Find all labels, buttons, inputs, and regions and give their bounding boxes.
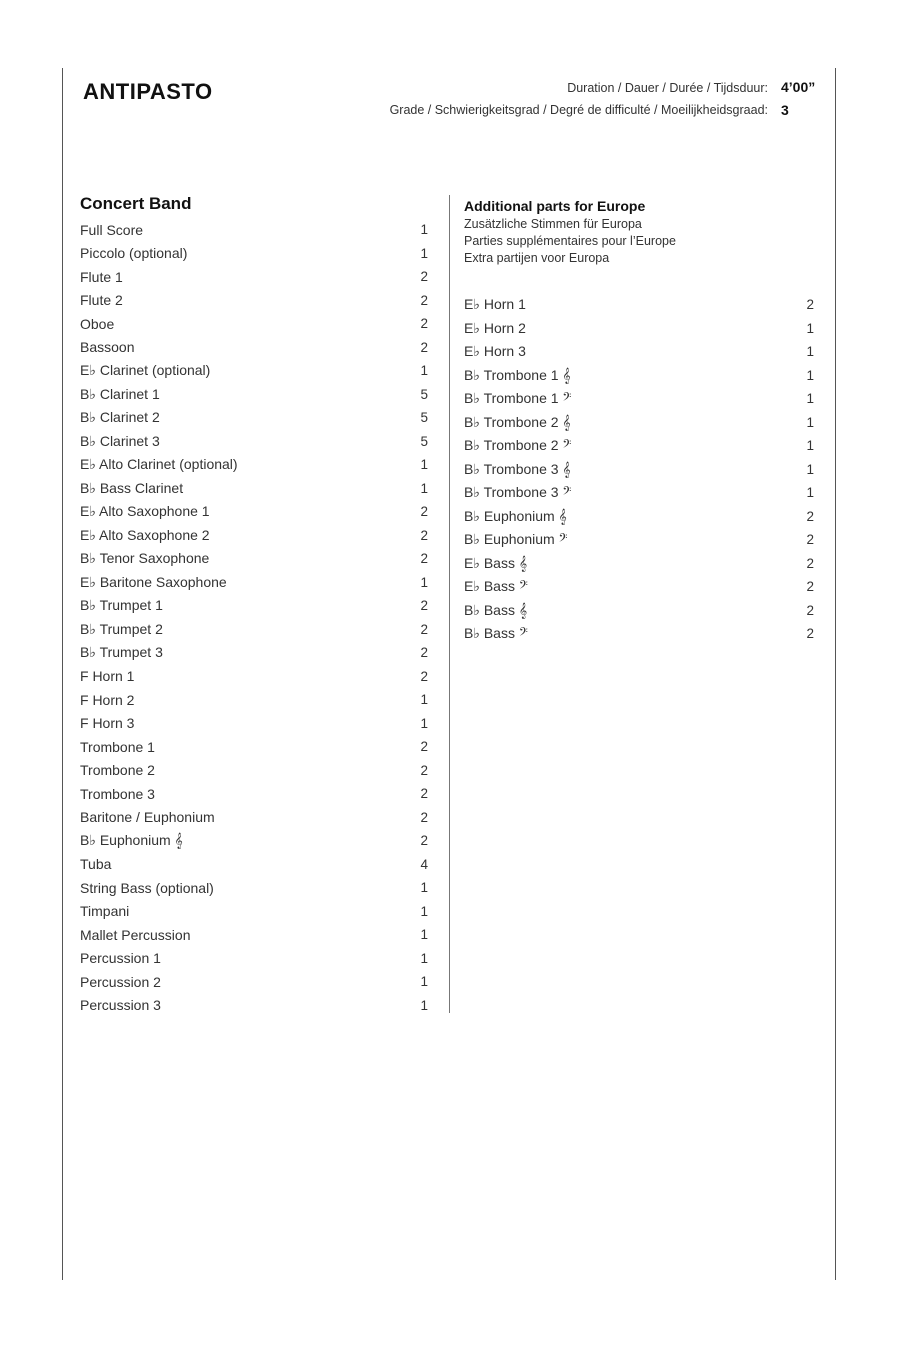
left-border-line xyxy=(62,68,63,1280)
list-item xyxy=(80,312,428,336)
part-name: E♭ Alto Saxophone 1 xyxy=(80,503,210,520)
list-item xyxy=(80,759,428,783)
list-item xyxy=(80,430,428,454)
europe-column xyxy=(464,197,814,646)
list-item xyxy=(80,453,428,477)
part-quantity: 2 xyxy=(420,645,428,661)
part-name: B♭ Euphonium 𝄢 xyxy=(464,531,568,548)
list-item xyxy=(464,575,814,599)
list-item xyxy=(80,524,428,548)
part-quantity: 1 xyxy=(420,715,428,731)
part-name: F Horn 1 xyxy=(80,668,135,685)
part-quantity: 2 xyxy=(420,621,428,637)
list-item xyxy=(80,571,428,595)
list-item xyxy=(80,665,428,689)
part-name: B♭ Trumpet 3 xyxy=(80,644,163,661)
part-name: E♭ Horn 1 xyxy=(464,296,526,313)
part-name: B♭ Euphonium 𝄞 xyxy=(464,507,567,524)
list-item xyxy=(80,594,428,618)
part-name: Mallet Percussion xyxy=(80,926,191,943)
part-quantity: 2 xyxy=(420,316,428,332)
part-name: E♭ Alto Saxophone 2 xyxy=(80,526,210,543)
list-item xyxy=(80,782,428,806)
part-name: Percussion 2 xyxy=(80,973,161,990)
list-item xyxy=(464,481,814,505)
part-quantity: 1 xyxy=(420,974,428,990)
part-quantity: 2 xyxy=(420,786,428,802)
europe-subtitle-fr: Parties supplémentaires pour l’Europe xyxy=(464,234,676,248)
europe-list xyxy=(464,293,814,646)
list-item xyxy=(80,829,428,853)
list-item xyxy=(464,317,814,341)
part-quantity: 2 xyxy=(420,292,428,308)
list-item xyxy=(80,900,428,924)
part-name: B♭ Euphonium 𝄞 xyxy=(80,832,183,849)
part-name: B♭ Trumpet 2 xyxy=(80,620,163,637)
part-quantity: 2 xyxy=(420,551,428,567)
list-item xyxy=(464,293,814,317)
duration-value: 4’00” xyxy=(781,79,816,95)
list-item xyxy=(80,265,428,289)
part-name: Full Score xyxy=(80,221,144,238)
europe-subtitle-de: Zusätzliche Stimmen für Europa xyxy=(464,217,642,231)
list-item xyxy=(80,359,428,383)
part-name: Percussion 1 xyxy=(80,950,161,967)
part-name: String Bass (optional) xyxy=(80,879,214,896)
list-item xyxy=(464,434,814,458)
part-quantity: 2 xyxy=(420,762,428,778)
part-name: F Horn 3 xyxy=(80,715,135,732)
part-quantity: 2 xyxy=(420,833,428,849)
part-quantity: 1 xyxy=(420,997,428,1013)
part-quantity: 5 xyxy=(420,386,428,402)
part-quantity: 1 xyxy=(420,480,428,496)
part-quantity: 1 xyxy=(806,320,814,336)
part-quantity: 2 xyxy=(420,668,428,684)
part-name: B♭ Trombone 2 𝄢 xyxy=(464,437,572,454)
part-quantity: 5 xyxy=(420,410,428,426)
part-quantity: 1 xyxy=(806,485,814,501)
list-item xyxy=(80,876,428,900)
part-quantity: 2 xyxy=(806,626,814,642)
part-name: Flute 1 xyxy=(80,268,123,285)
list-item xyxy=(80,383,428,407)
part-name: E♭ Bass 𝄢 xyxy=(464,578,528,595)
part-name: B♭ Trombone 3 𝄢 xyxy=(464,484,572,501)
list-item xyxy=(464,552,814,576)
concert-band-heading: Concert Band xyxy=(80,194,192,213)
list-item xyxy=(80,712,428,736)
part-name: Bassoon xyxy=(80,339,135,356)
concert-band-list xyxy=(80,218,428,1017)
part-quantity: 4 xyxy=(420,856,428,872)
list-item xyxy=(80,853,428,877)
part-quantity: 1 xyxy=(420,692,428,708)
list-item xyxy=(80,806,428,830)
part-quantity: 1 xyxy=(420,927,428,943)
list-item xyxy=(80,618,428,642)
list-item xyxy=(80,641,428,665)
part-quantity: 5 xyxy=(420,433,428,449)
part-name: Percussion 3 xyxy=(80,997,161,1014)
part-quantity: 2 xyxy=(420,339,428,355)
part-quantity: 2 xyxy=(420,809,428,825)
list-item xyxy=(464,411,814,435)
list-item xyxy=(80,218,428,242)
part-name: E♭ Horn 2 xyxy=(464,319,526,336)
part-quantity: 1 xyxy=(420,574,428,590)
list-item xyxy=(464,364,814,388)
list-item xyxy=(464,599,814,623)
part-name: E♭ Clarinet (optional) xyxy=(80,362,211,379)
part-name: F Horn 2 xyxy=(80,691,135,708)
part-name: B♭ Trumpet 1 xyxy=(80,597,163,614)
part-quantity: 2 xyxy=(806,579,814,595)
list-item xyxy=(80,923,428,947)
list-item xyxy=(80,688,428,712)
grade-label: Grade / Schwierigkeitsgrad / Degré de difficulté / Moeilijkheidsgraad: xyxy=(389,103,768,117)
part-quantity: 1 xyxy=(806,461,814,477)
part-name: B♭ Bass 𝄢 xyxy=(464,625,528,642)
part-name: B♭ Clarinet 1 xyxy=(80,385,160,402)
part-quantity: 1 xyxy=(806,414,814,430)
part-name: Trombone 3 xyxy=(80,785,155,802)
part-name: B♭ Clarinet 2 xyxy=(80,409,160,426)
list-item xyxy=(464,387,814,411)
list-item xyxy=(464,340,814,364)
list-item xyxy=(80,336,428,360)
part-name: Trombone 2 xyxy=(80,762,155,779)
part-name: Trombone 1 xyxy=(80,738,155,755)
part-quantity: 2 xyxy=(420,527,428,543)
part-quantity: 1 xyxy=(420,903,428,919)
list-item xyxy=(80,242,428,266)
list-item xyxy=(80,947,428,971)
grade-value: 3 xyxy=(781,102,789,118)
part-name: E♭ Bass 𝄞 xyxy=(464,554,528,571)
list-item xyxy=(80,289,428,313)
part-quantity: 2 xyxy=(420,269,428,285)
part-name: B♭ Trombone 1 𝄞 xyxy=(464,366,571,383)
part-quantity: 1 xyxy=(806,367,814,383)
part-name: Piccolo (optional) xyxy=(80,245,188,262)
part-name: B♭ Trombone 1 𝄢 xyxy=(464,390,572,407)
part-quantity: 2 xyxy=(806,602,814,618)
list-item xyxy=(80,735,428,759)
part-quantity: 2 xyxy=(806,508,814,524)
part-name: Flute 2 xyxy=(80,292,123,309)
list-item xyxy=(464,458,814,482)
part-quantity: 1 xyxy=(420,222,428,238)
part-quantity: 2 xyxy=(420,504,428,520)
list-item xyxy=(80,477,428,501)
europe-subtitle-nl: Extra partijen voor Europa xyxy=(464,251,610,265)
part-name: B♭ Trombone 3 𝄞 xyxy=(464,460,571,477)
concert-band-column xyxy=(80,194,428,1017)
piece-title: ANTIPASTO xyxy=(83,79,213,104)
part-name: Tuba xyxy=(80,856,112,873)
part-name: E♭ Horn 3 xyxy=(464,343,526,360)
part-quantity: 1 xyxy=(806,438,814,454)
list-item xyxy=(464,505,814,529)
list-item xyxy=(464,622,814,646)
list-item xyxy=(80,994,428,1018)
column-divider xyxy=(449,195,450,1013)
part-name: Baritone / Euphonium xyxy=(80,809,215,826)
part-quantity: 1 xyxy=(806,391,814,407)
list-item xyxy=(80,500,428,524)
list-item xyxy=(80,547,428,571)
duration-label: Duration / Dauer / Durée / Tijdsduur: xyxy=(567,81,768,95)
part-name: B♭ Trombone 2 𝄞 xyxy=(464,413,571,430)
europe-heading: Additional parts for Europe xyxy=(464,198,646,214)
part-name: B♭ Bass 𝄞 xyxy=(464,601,528,618)
part-name: B♭ Clarinet 3 xyxy=(80,432,160,449)
part-quantity: 1 xyxy=(806,344,814,360)
list-item xyxy=(80,406,428,430)
part-quantity: 1 xyxy=(420,880,428,896)
part-quantity: 1 xyxy=(420,245,428,261)
list-item xyxy=(80,970,428,994)
part-name: Oboe xyxy=(80,315,115,332)
right-border-line xyxy=(835,68,836,1280)
part-name: E♭ Baritone Saxophone xyxy=(80,573,227,590)
part-quantity: 1 xyxy=(420,950,428,966)
part-quantity: 2 xyxy=(806,532,814,548)
part-name: B♭ Bass Clarinet xyxy=(80,479,184,496)
list-item xyxy=(464,528,814,552)
part-name: Timpani xyxy=(80,903,130,920)
part-quantity: 2 xyxy=(420,739,428,755)
part-quantity: 2 xyxy=(806,297,814,313)
part-name: B♭ Tenor Saxophone xyxy=(80,550,210,567)
part-quantity: 2 xyxy=(806,555,814,571)
part-quantity: 2 xyxy=(420,598,428,614)
part-quantity: 1 xyxy=(420,457,428,473)
part-name: E♭ Alto Clarinet (optional) xyxy=(80,456,238,473)
part-quantity: 1 xyxy=(420,363,428,379)
